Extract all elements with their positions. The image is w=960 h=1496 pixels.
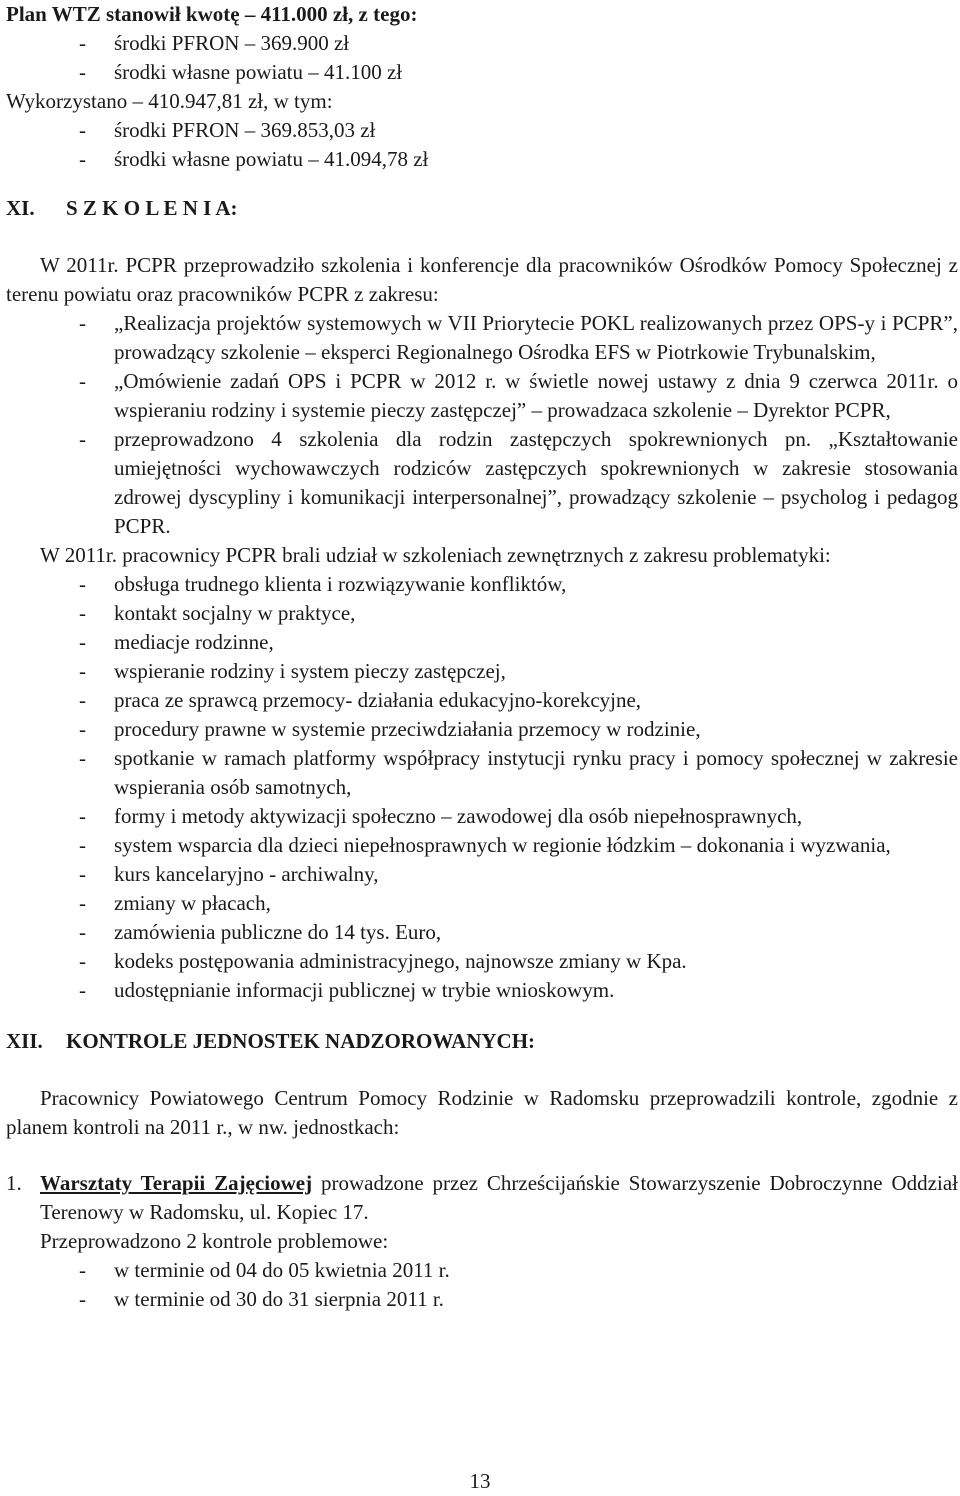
list-item: - kurs kancelaryjno - archiwalny, [79, 862, 379, 886]
control-item: 1. Warsztaty Terapii Zajęciowej prowadzone przez Chrześcijańskie Stowarzyszenie Dobroczynne Oddział Terenowy w Radomsku, ul. Kopiec 17. [6, 1171, 958, 1224]
list-item: - udostępnianie informacji publicznej w trybie wnioskowym. [79, 978, 615, 1002]
training-list [6, 309, 958, 541]
list-item: - kodeks postępowania administracyjnego, najnowsze zmiany w Kpa. [79, 949, 687, 973]
list-item: - mediacje rodzinne, [79, 630, 274, 654]
section-xi-intro: W 2011r. PCPR przeprowadziło szkolenia i konferencje dla pracowników Ośrodków Pomocy Społecznej z terenu powiatu oraz pracowników PCPR z zakresu: [6, 253, 958, 306]
list-item: - spotkanie w ramach platformy współpracy instytucji rynku pracy i pomocy społecznej w zakresie wspierania osób samotnych, [79, 746, 958, 799]
external-intro: W 2011r. pracownicy PCPR brali udział w szkoleniach zewnętrznych z zakresu problematyki: [40, 543, 831, 567]
used-list [6, 116, 958, 174]
page-number: 13 [469, 1469, 491, 1493]
list-item: - system wsparcia dla dzieci niepełnosprawnych w regionie łódzkim – dokonania i wyzwania, [79, 833, 891, 857]
list-item: - procedury prawne w systemie przeciwdziałania przemocy w rodzinie, [79, 717, 701, 741]
external-list [6, 570, 958, 1005]
list-item: - środki własne powiatu – 41.100 zł [79, 60, 403, 84]
section-heading-xii: XII. KONTROLE JEDNOSTEK NADZOROWANYCH: [6, 1029, 536, 1053]
list-item: - zmiany w płacach, [79, 891, 271, 915]
list-item: - w terminie od 30 do 31 sierpnia 2011 r. [79, 1287, 444, 1311]
list-item: - w terminie od 04 do 05 kwietnia 2011 r. [79, 1258, 450, 1282]
plan-list [6, 29, 958, 87]
list-item: - środki własne powiatu – 41.094,78 zł [79, 147, 429, 171]
controls-intro: Przeprowadzono 2 kontrole problemowe: [40, 1229, 389, 1253]
list-item: - środki PFRON – 369.900 zł [79, 31, 350, 55]
list-item: - kontakt socjalny w praktyce, [79, 601, 356, 625]
list-item: - wspieranie rodziny i system pieczy zastępczej, [79, 659, 506, 683]
list-item: - przeprowadzono 4 szkolenia dla rodzin zastępczych spokrewnionych pn. „Kształtowanie umiejętności wychowawczych rodziców zastępczych spokrewnionych w zakresie stosowania zdrowej dyscypliny i komunikacji interpersonalnej”, prowadzący szkolenie – psycholog i pedagog PCPR. [79, 427, 958, 538]
list-item: - praca ze sprawcą przemocy- działania edukacyjno-korekcyjne, [79, 688, 642, 712]
plan-line: Plan WTZ stanowił kwotę – 411.000 zł, z tego: [6, 2, 418, 26]
list-item: - „Realizacja projektów systemowych w VII Priorytecie POKL realizowanych przez OPS-y i PCPR”, prowadzący szkolenie – eksperci Regionalnego Ośrodka EFS w Piotrkowie Trybunalskim, [79, 311, 958, 364]
unit-name: Warsztaty Terapii Zajęciowej [40, 1171, 313, 1195]
list-item: - zamówienia publiczne do 14 tys. Euro, [79, 920, 442, 944]
section-xii-intro: Pracownicy Powiatowego Centrum Pomocy Rodzinie w Radomsku przeprowadzili kontrole, zgodnie z planem kontroli na 2011 r., w nw. jednostkach: [6, 1086, 958, 1139]
used-line: Wykorzystano – 410.947,81 zł, w tym: [6, 89, 333, 113]
list-item: - formy i metody aktywizacji społeczno – zawodowej dla osób niepełnosprawnych, [79, 804, 803, 828]
list-item: - „Omówienie zadań OPS i PCPR w 2012 r. w świetle nowej ustawy z dnia 9 czerwca 2011r. o wspieraniu rodziny i systemie pieczy zastępczej” – prowadzaca szkolenie – Dyrektor PCPR, [79, 369, 958, 422]
section-heading-xi: XI. S Z K O L E N I A: [6, 196, 238, 220]
list-item: - obsługa trudnego klienta i rozwiązywanie konfliktów, [79, 572, 567, 596]
controls-list [6, 1256, 958, 1314]
list-item: - środki PFRON – 369.853,03 zł [79, 118, 376, 142]
document-page [6, 0, 958, 1314]
